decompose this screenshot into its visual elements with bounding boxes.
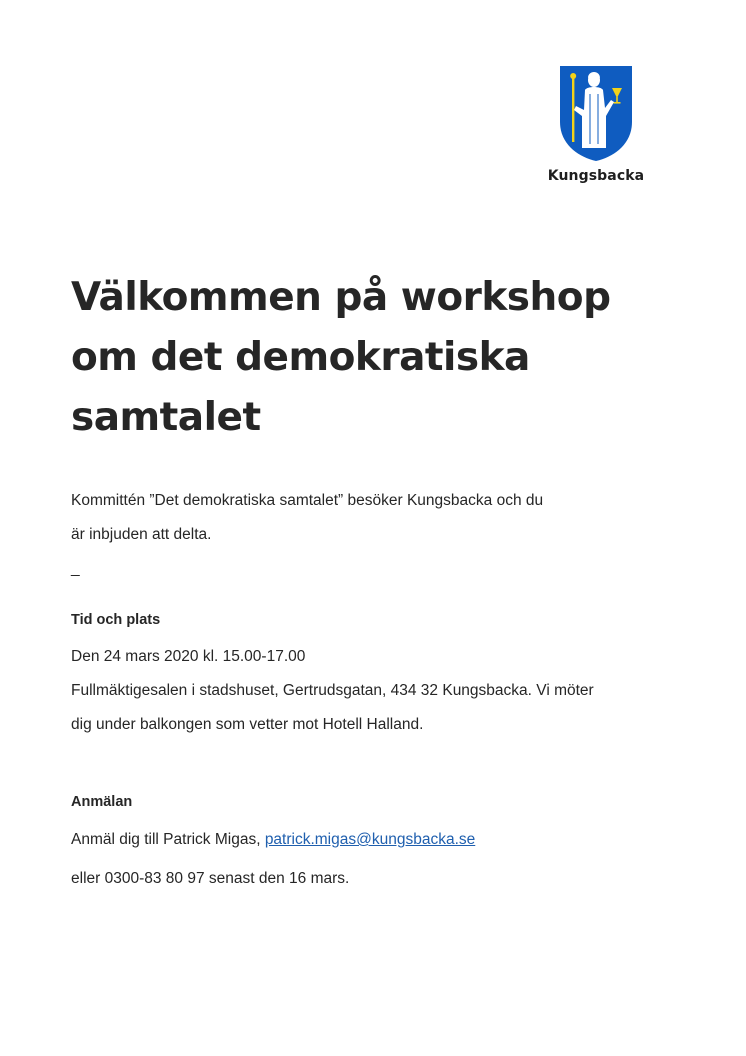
title-line: Välkommen på workshop	[71, 275, 611, 320]
registration-deadline: eller 0300-83 80 97 senast den 16 mars.	[71, 870, 350, 887]
event-address-line: dig under balkongen som vetter mot Hotell Halland.	[71, 716, 424, 733]
title-line: samtalet	[71, 395, 261, 440]
event-address-line: Fullmäktigesalen i stadshuset, Gertrudsgatan, 434 32 Kungsbacka. Vi möter	[71, 682, 594, 699]
registration-contact-text: Anmäl dig till Patrick Migas,	[71, 831, 265, 848]
time-place-heading: Tid och plats	[71, 612, 161, 628]
title-line: om det demokratiska	[71, 335, 530, 380]
kungsbacka-logo	[540, 64, 652, 184]
page-title	[71, 268, 671, 448]
intro-line: är inbjuden att delta.	[71, 526, 212, 543]
logo-name: Kungsbacka	[547, 168, 645, 184]
registration-heading: Anmälan	[71, 794, 133, 810]
email-link[interactable]: patrick.migas@kungsbacka.se	[264, 831, 476, 848]
event-date: Den 24 mars 2020 kl. 15.00-17.00	[71, 648, 306, 665]
separator: _	[71, 560, 80, 577]
intro-line: Kommittén ”Det demokratiska samtalet” besöker Kungsbacka och du	[71, 492, 544, 509]
intro-paragraph	[71, 484, 671, 552]
registration-contact	[71, 831, 475, 849]
coat-of-arms-icon	[558, 64, 634, 162]
